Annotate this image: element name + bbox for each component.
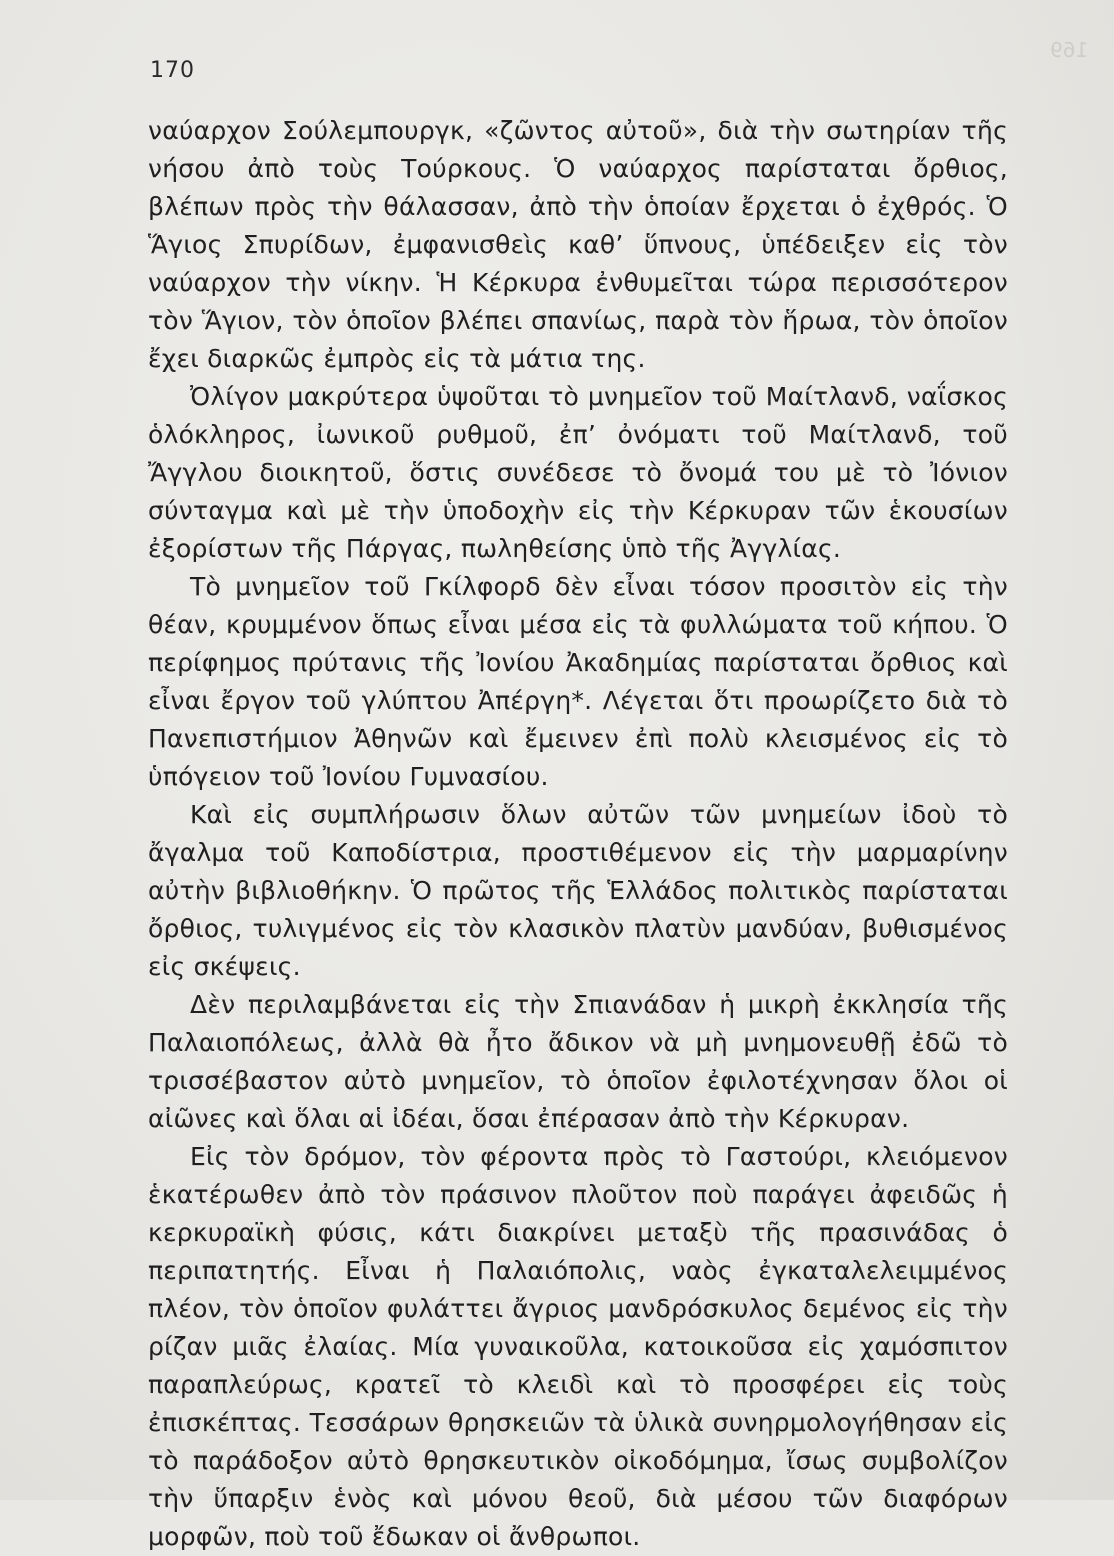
paragraph: Καὶ εἰς συμπλήρωσιν ὅλων αὐτῶν τῶν μνημείων ἰδοὺ τὸ ἄγαλμα τοῦ Καποδίστρια, προστιθέμενον εἰς τὴν μαρμαρίνην αὐτὴν βιβλιοθήκην. Ὁ πρῶτος τῆς Ἑλλάδος πολιτικὸς παρίσταται ὄρθιος, τυλιγμένος εἰς τὸν κλασικὸν πλατὺν μανδύαν, βυθισμένος εἰς σκέψεις. [148, 800, 1008, 981]
paragraph: Δὲν περιλαμβάνεται εἰς τὴν Σπιανάδαν ἡ μικρὴ ἐκκλησία τῆς Παλαιοπόλεως, ἀλλὰ θὰ ἦτο ἄδικον νὰ μὴ μνημονευθῇ ἐδῶ τὸ τρισσέβαστον αὐτὸ μνημεῖον, τὸ ὁποῖον ἐφιλοτέχνησαν ὅλοι οἱ αἰῶνες καὶ ὅλαι αἱ ἰδέαι, ὅσαι ἐπέρασαν ἀπὸ τὴν Κέρκυραν. [148, 990, 1008, 1133]
page-number: 170 [150, 58, 195, 83]
paragraph: Εἰς τὸν δρόμον, τὸν φέροντα πρὸς τὸ Γαστούρι, κλειόμενον ἑκατέρωθεν ἀπὸ τὸν πράσινον πλοῦτον ποὺ παράγει ἀφειδῶς ἡ κερκυραϊκὴ φύσις, κάτι διακρίνει μεταξὺ τῆς πρασινάδας ὁ περιπατητής. Εἶναι ἡ Παλαιόπολις, ναὸς ἐγκαταλελειμμένος πλέον, τὸν ὁποῖον φυλάττει ἄγριος μανδρόσκυλος δεμένος εἰς τὴν ρίζαν μιᾶς ἐλαίας. Μία γυναικοῦλα, κατοικοῦσα εἰς χαμόσπιτον παραπλεύρως, κρατεῖ τὸ κλειδὶ καὶ τὸ προσφέρει εἰς τοὺς ἐπισκέπτας. Τεσσάρων θρησκειῶν τὰ ὑλικὰ συνηρμολογήθησαν εἰς τὸ παράδοξον αὐτὸ θρησκευτικὸν οἰκοδόμημα, ἴσως συμβολίζον τὴν ὕπαρξιν ἑνὸς καὶ μόνου θεοῦ, διὰ μέσου τῶν διαφόρων μορφῶν, ποὺ τοῦ ἔδωκαν οἱ ἄνθρωποι. [148, 1142, 1008, 1551]
bleed-through-mark: 169 [1050, 38, 1089, 62]
paragraph: Τὸ μνημεῖον τοῦ Γκίλφορδ δὲν εἶναι τόσον προσιτὸν εἰς τὴν θέαν, κρυμμένον ὅπως εἶναι μέσα εἰς τὰ φυλλώματα τοῦ κήπου. Ὁ περίφημος πρύτανις τῆς Ἰονίου Ἀκαδημίας παρίσταται ὄρθιος καὶ εἶναι ἔργον τοῦ γλύπτου Ἀπέργη*. Λέγεται ὅτι προωρίζετο διὰ τὸ Πανεπιστήμιον Ἀθηνῶν καὶ ἔμεινεν ἐπὶ πολὺ κλεισμένος εἰς τὸ ὑπόγειον τοῦ Ἰονίου Γυμνασίου. [148, 572, 1008, 791]
body-text [148, 112, 1008, 1556]
paragraph: ναύαρχον Σούλεμπουργκ, «ζῶντος αὐτοῦ», διὰ τὴν σωτηρίαν τῆς νήσου ἀπὸ τοὺς Τούρκους. Ὁ ναύαρχος παρίσταται ὄρθιος, βλέπων πρὸς τὴν θάλασσαν, ἀπὸ τὴν ὁποίαν ἔρχεται ὁ ἐχθρός. Ὁ Ἅγιος Σπυρίδων, ἐμφανισθεὶς καθ’ ὕπνους, ὑπέδειξεν εἰς τὸν ναύαρχον τὴν νίκην. Ἡ Κέρκυρα ἐνθυμεῖται τώρα περισσότερον τὸν Ἅγιον, τὸν ὁποῖον βλέπει σπανίως, παρὰ τὸν ἥρωα, τὸν ὁποῖον ἔχει διαρκῶς ἐμπρὸς εἰς τὰ μάτια της. [148, 116, 1008, 373]
paragraph: Ὀλίγον μακρύτερα ὑψοῦται τὸ μνημεῖον τοῦ Μαίτλανδ, ναΐσκος ὁλόκληρος, ἰωνικοῦ ρυθμοῦ, ἐπ’ ὀνόματι τοῦ Μαίτλανδ, τοῦ Ἄγγλου διοικητοῦ, ὅστις συνέδεσε τὸ ὄνομά του μὲ τὸ Ἰόνιον σύνταγμα καὶ μὲ τὴν ὑποδοχὴν εἰς τὴν Κέρκυραν τῶν ἑκουσίων ἐξορίστων τῆς Πάργας, πωληθείσης ὑπὸ τῆς Ἀγγλίας. [148, 382, 1008, 563]
